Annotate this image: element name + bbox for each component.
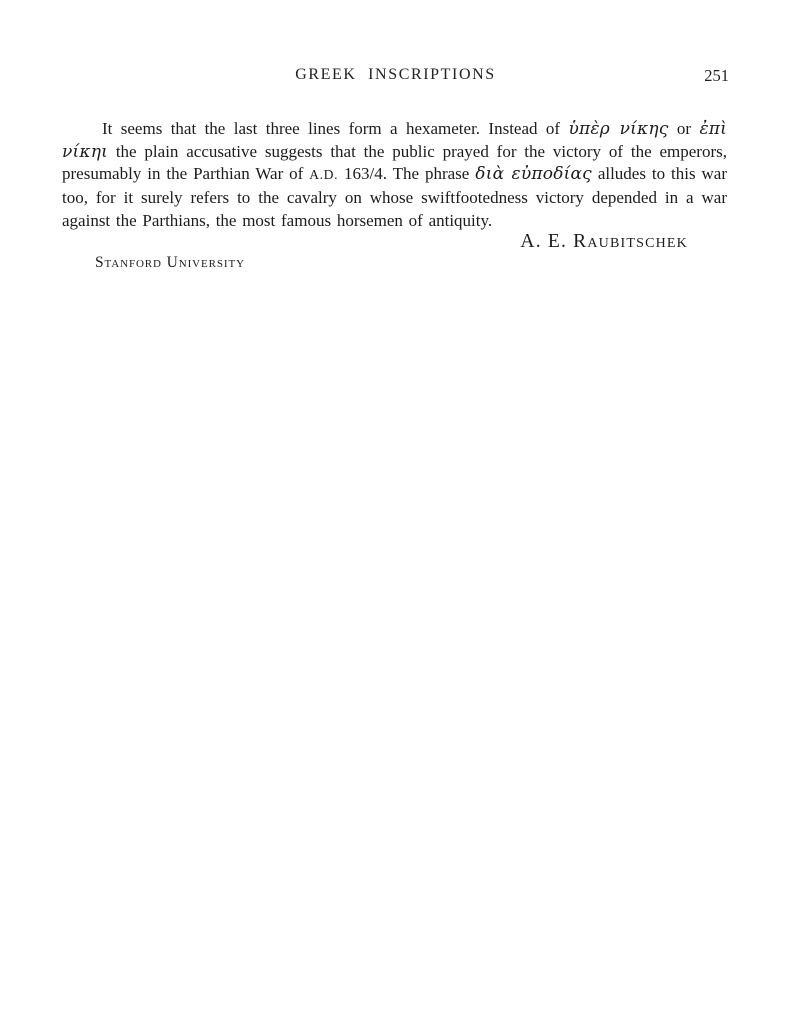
text-run: or <box>668 119 700 138</box>
body-paragraph <box>62 118 727 233</box>
page-number: 251 <box>704 66 729 85</box>
greek-phrase: ἐπὶ νίκηι <box>62 119 727 162</box>
text-run: alludes to this war too, for it surely refers to the cavalry on whose swiftfootedness victory depended in a war against the Parthians, the most famous horsemen of antiquity. <box>62 164 728 230</box>
author-affiliation: Stanford University <box>95 254 245 271</box>
greek-phrase: ὑπὲρ νίκης <box>568 119 669 139</box>
text-run: It seems that the last three lines form a hexameter. Instead of <box>102 119 569 138</box>
running-head-title: GREEK INSCRIPTIONS <box>295 66 496 83</box>
greek-phrase: διὰ εὐποδίας <box>475 164 592 185</box>
page-header <box>62 66 729 88</box>
smallcaps-abbreviation: A.D. <box>309 167 339 183</box>
text-run: 163/4. The phrase <box>338 164 476 184</box>
text-run: the plain accusative suggests that the public prayed for the victory of the emperors, presumably in the Parthian War of <box>62 141 727 184</box>
author-signature: A. E. Raubitschek <box>520 231 688 252</box>
